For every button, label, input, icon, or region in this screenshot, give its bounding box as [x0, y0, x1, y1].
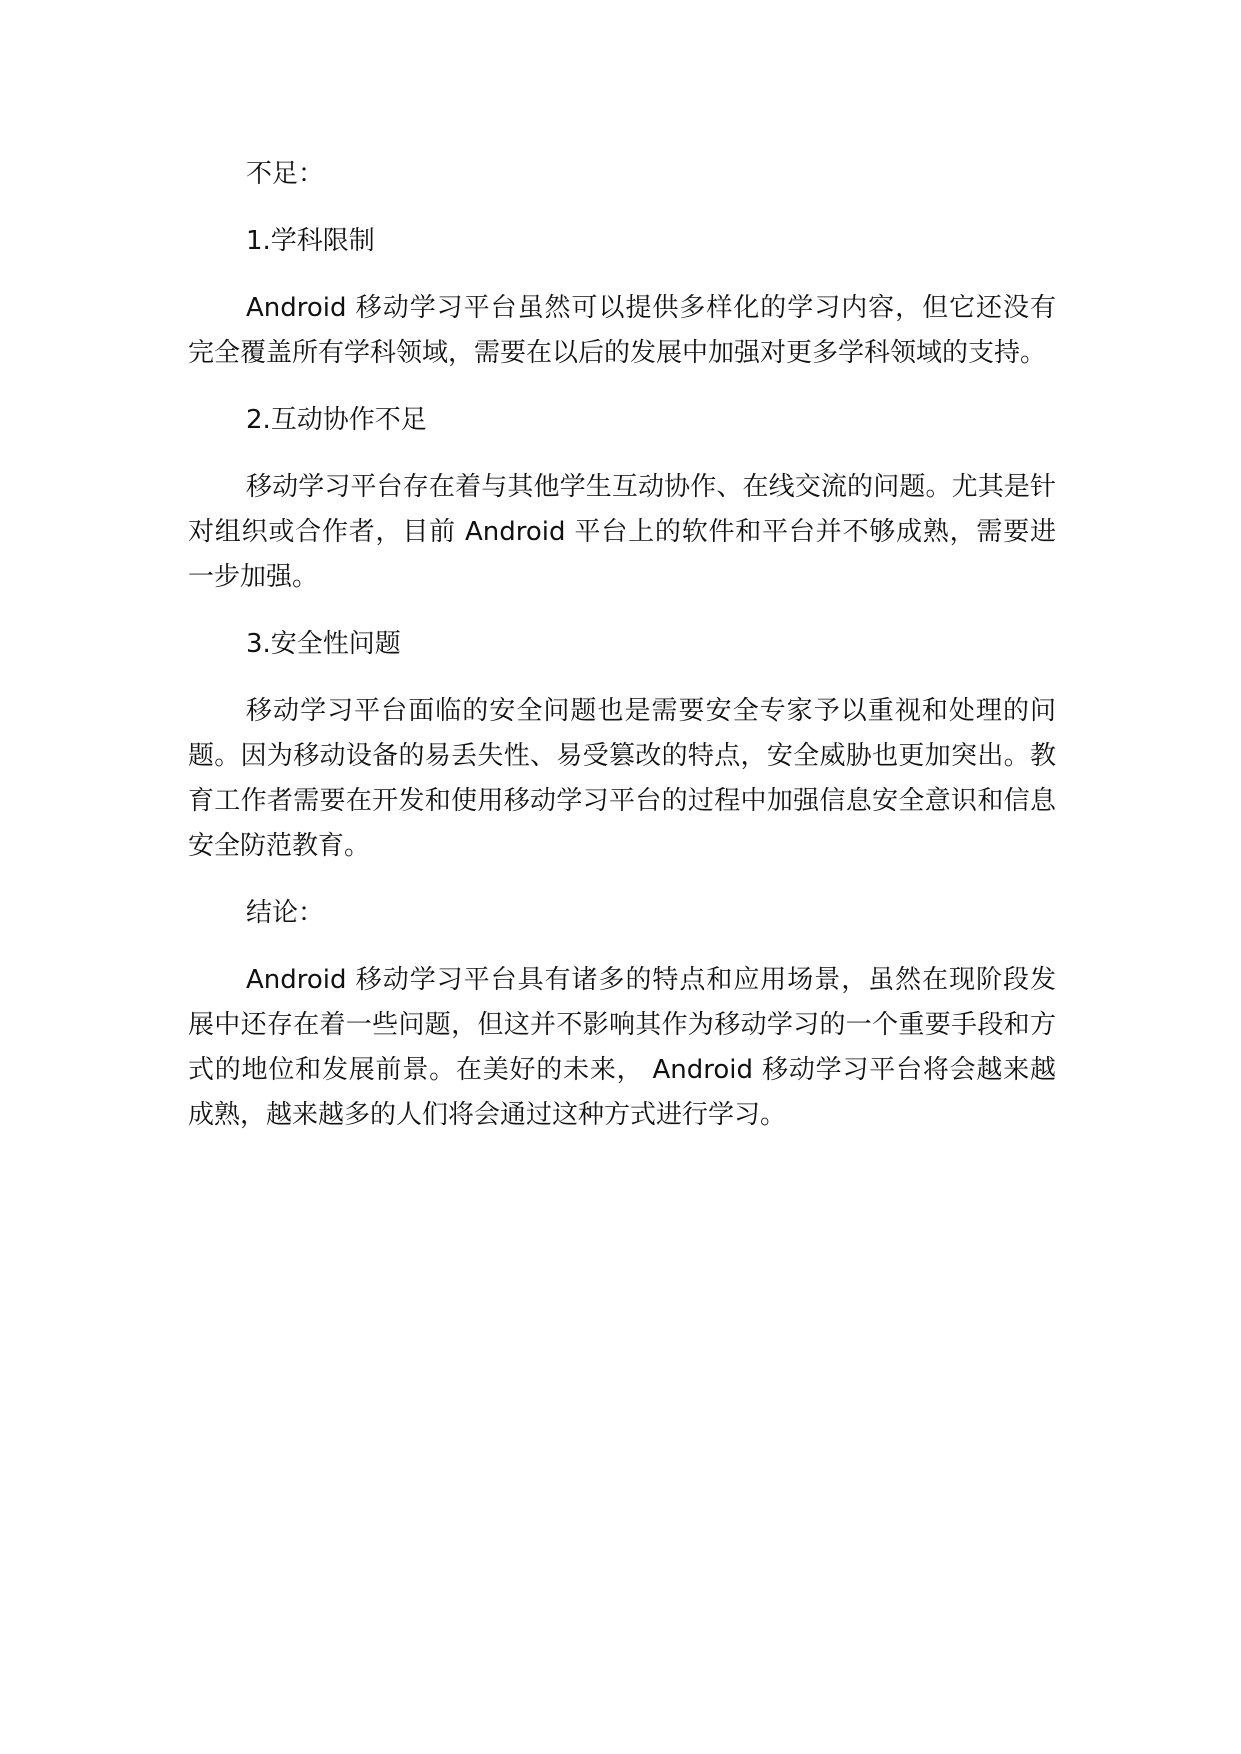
conclusion-body: Android 移动学习平台具有诸多的特点和应用场景，虽然在现阶段发展中还存在着一些问题，但这并不影响其作为移动学习的一个重要手段和方式的地位和发展前景。在美好的未来， Android 移动学习平台将会越来越成熟，越来越多的人们将会通过这种方式进行学习。 [188, 965, 1056, 1130]
section-body-collaboration: 移动学习平台存在着与其他学生互动协作、在线交流的问题。尤其是针对组织或合作者，目前 Android 平台上的软件和平台并不够成熟，需要进一步加强。 [188, 472, 1056, 592]
section-body-subject-limits: Android 移动学习平台虽然可以提供多样化的学习内容，但它还没有完全覆盖所有学科领域，需要在以后的发展中加强对更多学科领域的支持。 [188, 293, 1056, 368]
section-heading-collaboration: 2.互动协作不足 [246, 405, 427, 435]
section-body-security: 移动学习平台面临的安全问题也是需要安全专家予以重视和处理的问题。因为移动设备的易丢失性、易受篡改的特点，安全威胁也更加突出。教育工作者需要在开发和使用移动学习平台的过程中加强信息安全意识和信息安全防范教育。 [188, 696, 1056, 861]
section-heading-subject-limits: 1.学科限制 [246, 226, 375, 256]
conclusion-label: 结论： [246, 898, 325, 928]
section-heading-security: 3.安全性问题 [246, 629, 401, 659]
shortcomings-label: 不足： [246, 159, 325, 189]
document-page [188, 152, 1056, 1160]
